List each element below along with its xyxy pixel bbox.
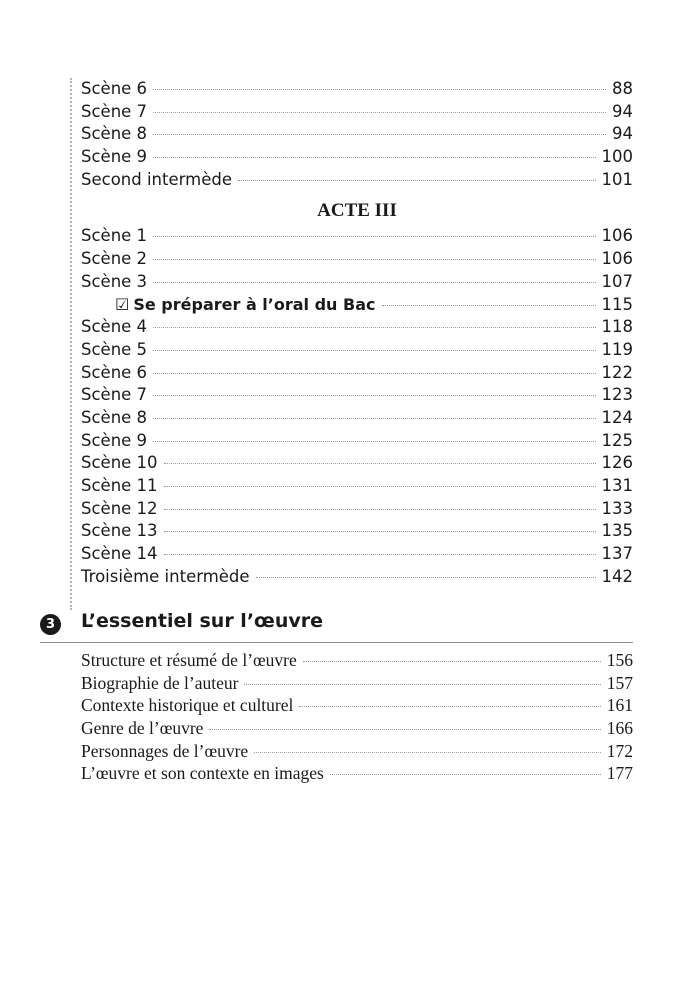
dot-leader [153, 259, 595, 260]
toc-entry-page: 106 [601, 249, 633, 269]
toc-entry-page: 125 [601, 430, 633, 450]
toc-entry-page: 119 [601, 339, 633, 359]
dot-leader [153, 89, 606, 90]
toc-entry[interactable] [81, 362, 633, 385]
dot-leader [382, 305, 596, 306]
toc-entry-page: 177 [606, 763, 633, 784]
toc-entry[interactable] [81, 123, 633, 146]
toc-entry-page: 100 [601, 147, 633, 167]
toc-entry[interactable] [81, 248, 633, 271]
dot-leader [330, 774, 601, 775]
toc-entry[interactable] [81, 475, 633, 498]
toc-entry[interactable] [81, 717, 633, 740]
toc-entry-page: 101 [601, 169, 633, 189]
toc-entry-page: 107 [601, 271, 633, 291]
toc-entry-page: 126 [601, 453, 633, 473]
section-3-header [40, 606, 633, 643]
toc-entry-label: Scène 14 [81, 544, 158, 564]
toc-entry[interactable] [81, 407, 633, 430]
toc-entry-page: 133 [601, 498, 633, 518]
toc-entry-page: 106 [601, 226, 633, 246]
toc-entry-page: 94 [612, 101, 633, 121]
dot-leader [164, 531, 596, 532]
toc-entry-page: 137 [601, 544, 633, 564]
toc-entry-label [81, 294, 376, 317]
toc-entry-label: Scène 13 [81, 521, 158, 541]
toc-entry-page: 142 [601, 566, 633, 586]
toc-entry-page: 172 [606, 740, 633, 761]
dot-leader [164, 463, 596, 464]
toc-entry-label: Second intermède [81, 169, 232, 189]
toc-entry-label: Personnages de l’œuvre [81, 740, 249, 761]
toc-entry-label: Scène 2 [81, 249, 148, 269]
act-3-heading: ACTE III [317, 200, 397, 222]
dot-leader [153, 112, 606, 113]
dot-leader [244, 684, 600, 685]
toc-entry-label: Scène 11 [81, 476, 158, 495]
toc-entry-label: Scène 7 [81, 101, 148, 121]
toc-entry-page: 94 [612, 124, 633, 144]
dot-leader [153, 395, 595, 396]
toc-entry-page: 156 [606, 650, 633, 670]
dot-leader [254, 752, 601, 753]
toc-entry-page: 115 [601, 294, 633, 314]
toc-entry[interactable] [81, 146, 633, 169]
toc-entry-label: Scène 12 [81, 498, 158, 518]
toc-entry[interactable] [81, 225, 633, 248]
toc-entry-label: Scène 1 [81, 226, 148, 246]
toc-entry-label: Scène 6 [81, 79, 148, 98]
dot-leader [209, 729, 600, 730]
dotted-margin-line [70, 78, 72, 610]
toc-entry[interactable] [81, 452, 633, 475]
dot-leader [153, 134, 606, 135]
toc-entry-page: 135 [601, 521, 633, 541]
dot-leader [153, 373, 595, 374]
toc-entry-page: 118 [601, 317, 633, 337]
toc-entry-label: Scène 9 [81, 430, 148, 450]
toc-entry-label: Scène 10 [81, 453, 158, 473]
dot-leader [164, 554, 596, 555]
toc-entry-label: Contexte historique et culturel [81, 695, 294, 716]
toc-entry-page: 166 [606, 718, 633, 739]
toc-entry-label: Scène 9 [81, 147, 148, 167]
toc-entry-label: Biographie de l’auteur [81, 672, 239, 693]
checkbox-checked-icon: ☑ [115, 294, 130, 314]
toc-entry-page: 157 [606, 672, 633, 693]
toc-entry[interactable] [81, 169, 633, 192]
toc-entry[interactable] [81, 520, 633, 543]
toc-entry[interactable] [81, 430, 633, 453]
dot-leader [153, 418, 595, 419]
toc-entry[interactable] [81, 384, 633, 407]
toc-entry[interactable] [81, 101, 633, 124]
toc-entry[interactable] [81, 762, 633, 785]
dot-leader [153, 327, 595, 328]
section-number-badge: 3 [40, 614, 61, 635]
dot-leader [303, 661, 601, 662]
toc-act2-tail [81, 78, 633, 588]
toc-entry-label: Scène 6 [81, 362, 148, 382]
toc-entry-label: Scène 8 [81, 124, 148, 144]
dot-leader [299, 706, 600, 707]
toc-entry-bac-prep[interactable] [81, 294, 633, 317]
toc-entry-label: Scène 3 [81, 271, 148, 291]
toc-entry-label: Scène 5 [81, 339, 148, 359]
toc-entry-label: Scène 7 [81, 385, 148, 405]
dot-leader [153, 157, 595, 158]
toc-entry-label: Scène 8 [81, 407, 148, 427]
toc-entry-page: 131 [601, 476, 633, 495]
toc-entry-label: Scène 4 [81, 317, 148, 337]
toc-entry[interactable] [81, 694, 633, 717]
toc-entry[interactable] [81, 498, 633, 521]
toc-entry-page: 122 [601, 362, 633, 382]
dot-leader [256, 577, 596, 578]
toc-entry[interactable] [81, 543, 633, 566]
toc-entry[interactable] [81, 672, 633, 695]
dot-leader [164, 509, 596, 510]
bac-prep-label: Se préparer à l’oral du Bac [133, 294, 376, 314]
toc-entry[interactable] [81, 271, 633, 294]
toc-entry[interactable] [81, 339, 633, 362]
dot-leader [238, 180, 596, 181]
toc-entry-label: Genre de l’œuvre [81, 718, 204, 739]
toc-entry[interactable] [81, 740, 633, 763]
toc-entry-page: 123 [601, 385, 633, 405]
toc-entry-page: 161 [606, 695, 633, 716]
toc-entry-label: L’œuvre et son contexte en images [81, 763, 324, 784]
toc-entry[interactable] [81, 649, 633, 672]
section-title: L’essentiel sur l’œuvre [81, 610, 323, 632]
toc-section-3 [81, 649, 633, 785]
dot-leader [153, 282, 595, 283]
toc-entry[interactable] [81, 566, 633, 589]
dot-leader [153, 236, 595, 237]
toc-entry[interactable] [81, 78, 633, 101]
dot-leader [153, 350, 595, 351]
dot-leader [164, 486, 596, 487]
toc-entry[interactable] [81, 316, 633, 339]
dot-leader [153, 441, 595, 442]
toc-entry-page: 124 [601, 407, 633, 427]
toc-entry-label: Troisième intermède [81, 566, 250, 586]
toc-entry-label: Structure et résumé de l’œuvre [81, 650, 297, 670]
toc-entry-page: 88 [612, 79, 633, 98]
